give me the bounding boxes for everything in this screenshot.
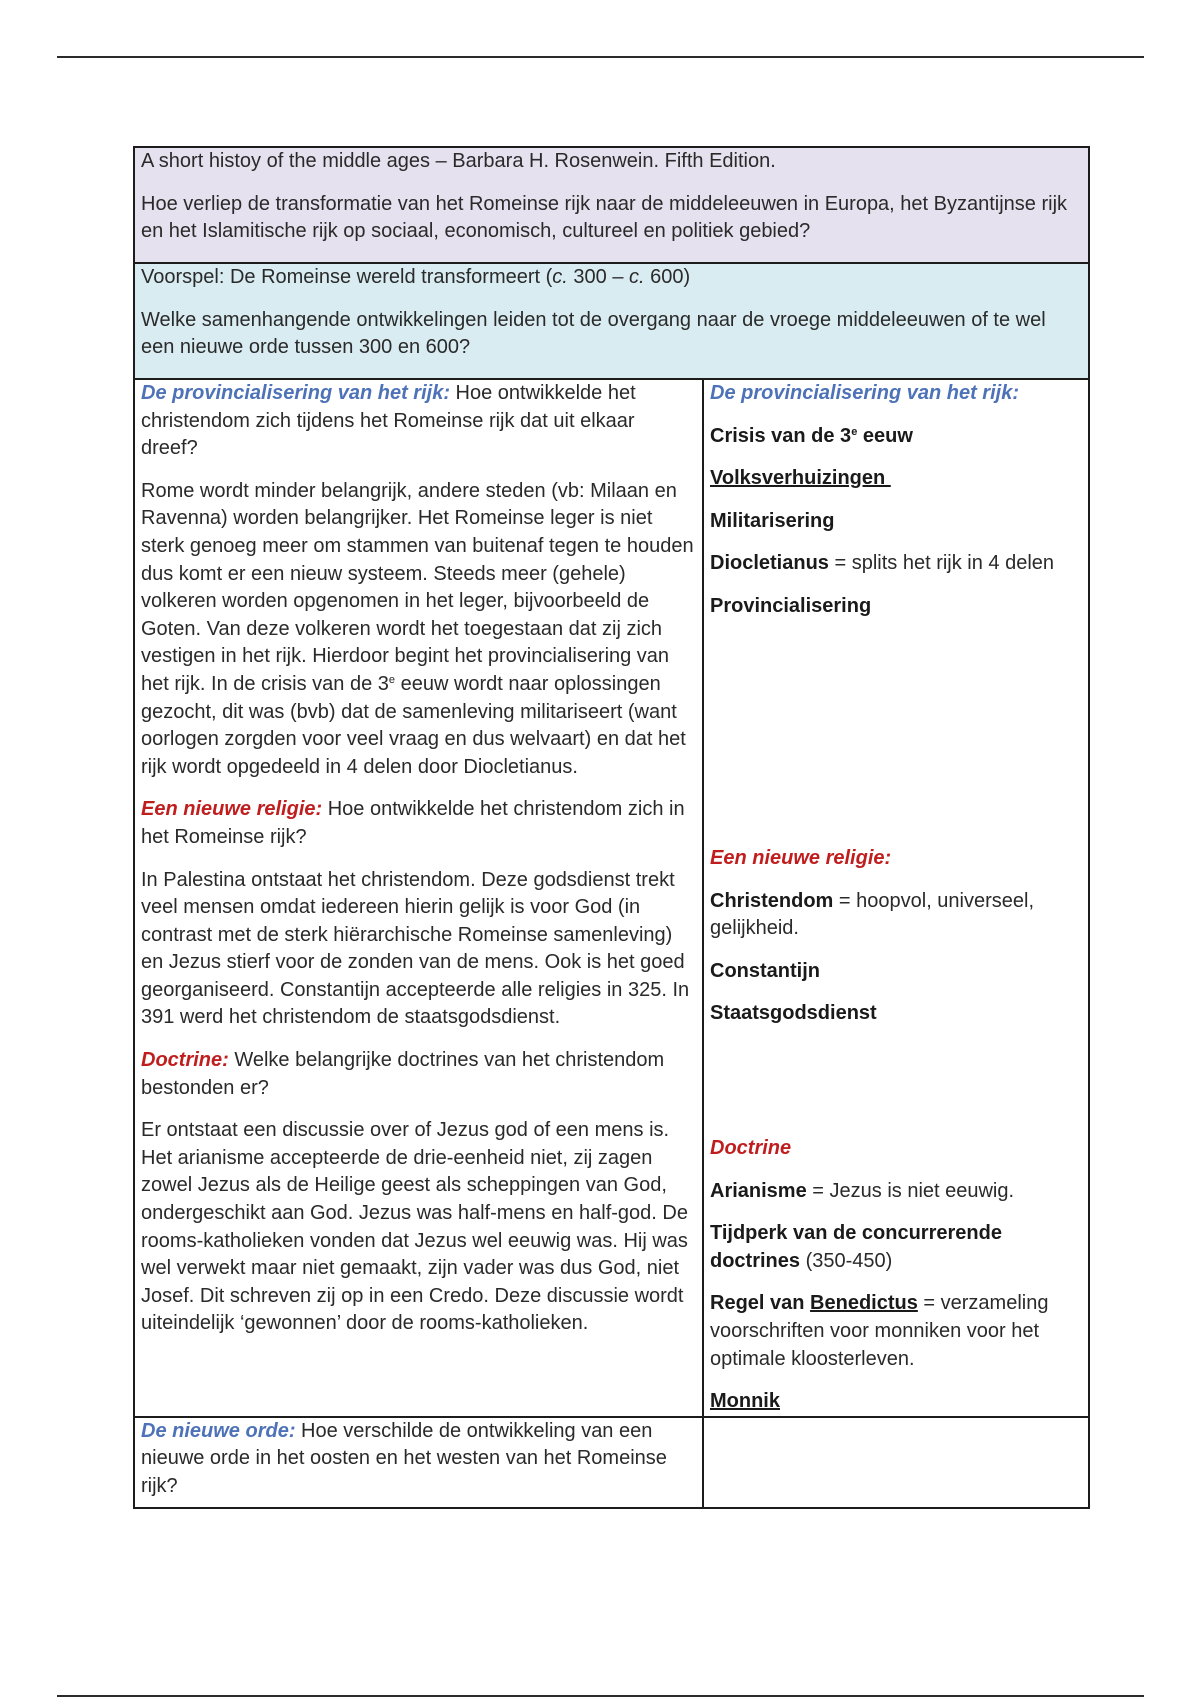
notes-column: [704, 380, 1088, 1416]
note-staatsgodsdienst: Staatsgodsdienst: [710, 1002, 877, 1025]
orde-question-cell: [135, 1418, 704, 1507]
provincialisering-question: De provincialisering van het rijk: Hoe ontwikkelde het christendom zich tijdens het Romeinse rijk dat uit elkaar dreef?: [141, 382, 636, 460]
provincialisering-body: Rome wordt minder belangrijk, andere steden (vb: Milaan en Ravenna) worden belangrijker. Het Romeinse leger is niet sterk genoeg meer om stammen van buitenaf tegen te houden dus komt er een nieuw systeem. Steeds meer (gehele) volkeren worden opgenomen in het leger, bijvoorbeeld de Goten. Van deze volkeren wordt het toegestaan dat zij zich vestigen in het rijk. Hierdoor begint het provincialisering van het rijk. In de crisis van de 3e eeuw wordt naar oplossingen gezocht, dit was (bvb) dat de samenleving militariseert (want oorlogen zorgden voor veel vraag en dus welvaart) en dat het rijk wordt opgedeeld in 4 delen door Diocletianus.: [141, 479, 694, 778]
religie-notes: [710, 845, 1082, 1135]
prelude-question: Welke samenhangende ontwikkelingen leiden tot de overgang naar de vroege middeleeuwen of te wel een nieuwe orde tussen 300 en 600?: [141, 308, 1046, 359]
main-question: Hoe verliep de transformatie van het Romeinse rijk naar de middeleeuwen in Europa, het Byzantijnse rijk en het Islamitische rijk op sociaal, economisch, cultureel en politiek gebied?: [141, 192, 1068, 243]
questions-column: [135, 380, 704, 1416]
doctrine-notes: [710, 1135, 1082, 1416]
note-volksverhuizingen: Volksverhuizingen: [710, 467, 891, 490]
prelude-band: [135, 264, 1088, 380]
provincialisering-notes-heading: De provincialisering van het rijk:: [710, 382, 1019, 404]
note-crisis: Crisis van de 3e eeuw: [710, 424, 913, 447]
note-christendom: Christendom = hoopvol, universeel, gelijkheid.: [710, 889, 1035, 940]
header-band: [135, 148, 1088, 264]
note-arianisme: Arianisme = Jezus is niet eeuwig.: [710, 1179, 1015, 1202]
note-provincialisering: Provincialisering: [710, 594, 872, 617]
note-benedictus: Regel van Benedictus = verzameling voorschriften voor monniken voor het optimale kloosterleven.: [710, 1292, 1049, 1370]
study-table: [133, 146, 1090, 1509]
note-monnik: Monnik: [710, 1390, 780, 1413]
orde-notes-cell: [704, 1418, 1088, 1507]
section-row-main: [135, 380, 1088, 1418]
section-row-orde: [135, 1418, 1088, 1507]
religie-notes-heading: Een nieuwe religie:: [710, 847, 892, 869]
note-constantijn: Constantijn: [710, 959, 820, 982]
note-tijdperk: Tijdperk van de concurrerende doctrines (350-450): [710, 1222, 1002, 1272]
page-top-rule: [57, 56, 1144, 58]
religie-body: In Palestina ontstaat het christendom. Deze godsdienst trekt veel mensen omdat iedereen hierin gelijk is voor God (in contrast met de sterk hiërarchische Romeinse samenleving) en Jezus stierf voor de zonden van de mens. Ook is het goed georganiseerd. Constantijn accepteerde alle religies in 325. In 391 werd het christendom de staatsgodsdienst.: [141, 868, 690, 1029]
page-bottom-rule: [57, 1695, 1144, 1697]
source-title: A short histoy of the middle ages – Barbara H. Rosenwein. Fifth Edition.: [141, 150, 776, 172]
provincialisering-notes: [710, 380, 1082, 845]
orde-question: De nieuwe orde: Hoe verschilde de ontwikkeling van een nieuwe orde in het oosten en het westen van het Romeinse rijk?: [141, 1419, 667, 1497]
doctrine-notes-heading: Doctrine: [710, 1137, 792, 1159]
doctrine-question: Doctrine: Welke belangrijke doctrines van het christendom bestonden er?: [141, 1049, 665, 1099]
note-diocletianus: Diocletianus = splits het rijk in 4 delen: [710, 552, 1055, 575]
note-militarisering: Militarisering: [710, 509, 835, 532]
religie-question: Een nieuwe religie: Hoe ontwikkelde het christendom zich in het Romeinse rijk?: [141, 798, 685, 848]
prelude-title: Voorspel: De Romeinse wereld transformeert (c. 300 – c. 600): [141, 266, 691, 288]
doctrine-body: Er ontstaat een discussie over of Jezus god of een mens is. Het arianisme accepteerde de drie-eenheid niet, zij zagen zowel Jezus als de Heilige geest als scheppingen van God, ondergeschikt aan God. Jezus was half-mens en half-god. De rooms-katholieken vonden dat Jezus wel eeuwig was. Hij was wel verwekt maar niet gemaakt, zijn vader was dus God, niet Josef. Dit schreven zij op in een Credo. Deze discussie wordt uiteindelijk ‘gewonnen’ door de rooms-katholieken.: [141, 1119, 688, 1335]
